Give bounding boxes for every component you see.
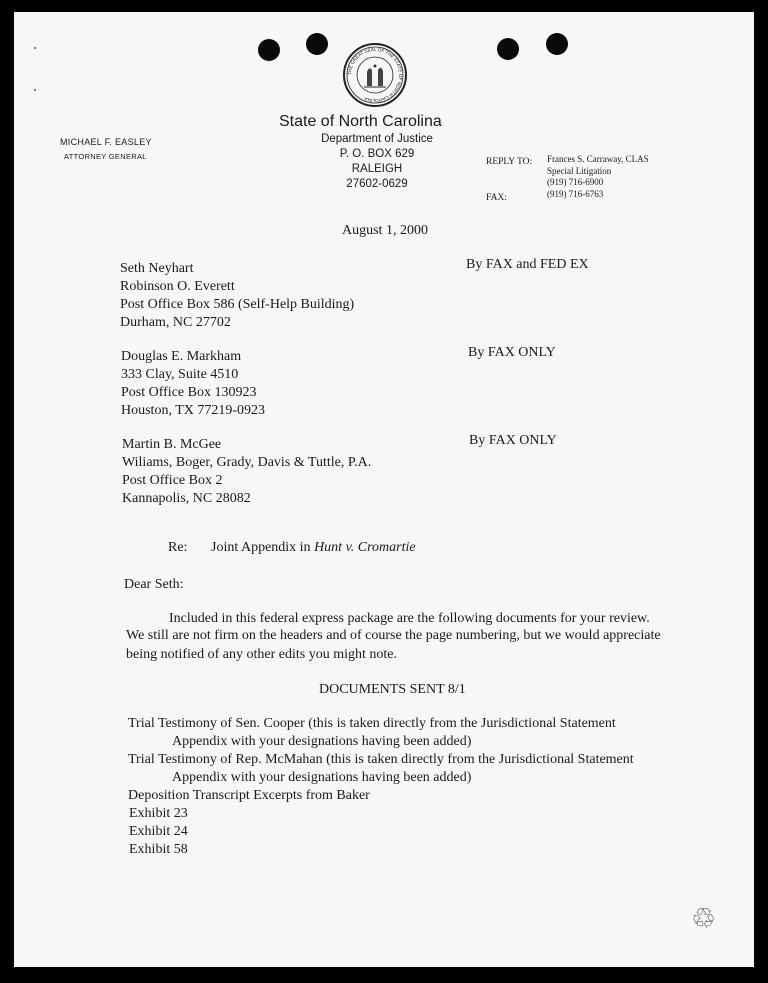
letter-date: August 1, 2000 <box>342 223 428 238</box>
punch-hole <box>258 39 280 61</box>
document-item: Exhibit 23 <box>129 806 188 821</box>
reply-to-unit: Special Litigation <box>547 165 612 176</box>
document-item: Trial Testimony of Sen. Cooper (this is taken directly from the Jurisdictional Statement <box>128 716 616 731</box>
re-subject <box>211 539 416 557</box>
fax-number: (919) 716-6763 <box>547 188 604 199</box>
recipient-address <box>121 348 265 420</box>
body-line: Included in this federal express package are the following documents for your review. <box>169 611 650 626</box>
seal-text: THE GREAT SEAL OF THE STATE OF NORTH CAROLINA <box>346 46 404 104</box>
body-line: We still are not firm on the headers and of course the page numbering, but we would appreciate <box>126 628 661 643</box>
document-item: Deposition Transcript Excerpts from Baker <box>128 788 370 803</box>
recipient-line: Douglas E. Markham <box>121 349 242 364</box>
re-text: Joint Appendix in <box>211 540 315 555</box>
recipient-line: Wiliams, Boger, Grady, Davis & Tuttle, P.A. <box>122 455 372 470</box>
fax-label: FAX: <box>486 193 507 203</box>
salutation: Dear Seth: <box>124 577 184 592</box>
department-name: Department of Justice <box>321 133 433 145</box>
punch-hole <box>497 38 519 60</box>
recipient-line: Post Office Box 586 (Self-Help Building) <box>120 297 355 312</box>
recipient-line: Post Office Box 130923 <box>121 385 257 400</box>
document-item: Exhibit 58 <box>129 842 188 857</box>
document-item-continued: Appendix with your designations having been added) <box>172 770 472 785</box>
reply-to-name: Frances S. Carraway, CLAS <box>547 154 649 164</box>
recycle-icon: ♲ <box>691 902 717 935</box>
punch-hole <box>306 33 328 55</box>
speck <box>34 89 36 91</box>
speck <box>34 47 36 49</box>
recipient-line: Houston, TX 77219-0923 <box>121 403 266 418</box>
recipient-line: Durham, NC 27702 <box>120 315 231 330</box>
delivery-method: By FAX and FED EX <box>466 257 589 272</box>
letterhead-address <box>304 132 450 192</box>
recipient-line: Martin B. McGee <box>122 437 222 452</box>
delivery-method: By FAX ONLY <box>468 345 556 360</box>
recipient-address <box>120 260 354 332</box>
reply-to-label: REPLY TO: <box>486 157 533 167</box>
re-label: Re: <box>168 540 188 555</box>
recipient-line: Seth Neyhart <box>120 261 194 276</box>
reply-to-block <box>547 154 649 200</box>
document-item-continued: Appendix with your designations having been added) <box>172 734 472 749</box>
document-item: Exhibit 24 <box>129 824 188 839</box>
zip-code: 27602-0629 <box>346 178 408 190</box>
body-line: being notified of any other edits you might note. <box>126 647 398 662</box>
recipient-line: Robinson O. Everett <box>120 279 235 294</box>
recipient-line: 333 Clay, Suite 4510 <box>121 367 239 382</box>
state-title: State of North Carolina <box>279 113 442 130</box>
reply-to-phone: (919) 716-6900 <box>547 177 604 187</box>
po-box: P. O. BOX 629 <box>339 148 415 160</box>
recipient-line: Kannapolis, NC 28082 <box>122 491 251 506</box>
state-seal-icon <box>342 42 408 108</box>
document-item: Trial Testimony of Rep. McMahan (this is taken directly from the Jurisdictional Statement <box>128 752 634 767</box>
attorney-name: MICHAEL F. EASLEY <box>60 137 152 147</box>
case-name: Hunt v. Cromartie <box>314 540 416 555</box>
punch-hole <box>546 33 568 55</box>
recipient-line: Post Office Box 2 <box>122 473 223 488</box>
attorney-title: ATTORNEY GENERAL <box>64 152 147 161</box>
city: RALEIGH <box>351 163 403 175</box>
recipient-address <box>122 436 371 508</box>
letter-page <box>14 12 754 967</box>
delivery-method: By FAX ONLY <box>469 433 557 448</box>
documents-heading: DOCUMENTS SENT 8/1 <box>319 682 466 697</box>
